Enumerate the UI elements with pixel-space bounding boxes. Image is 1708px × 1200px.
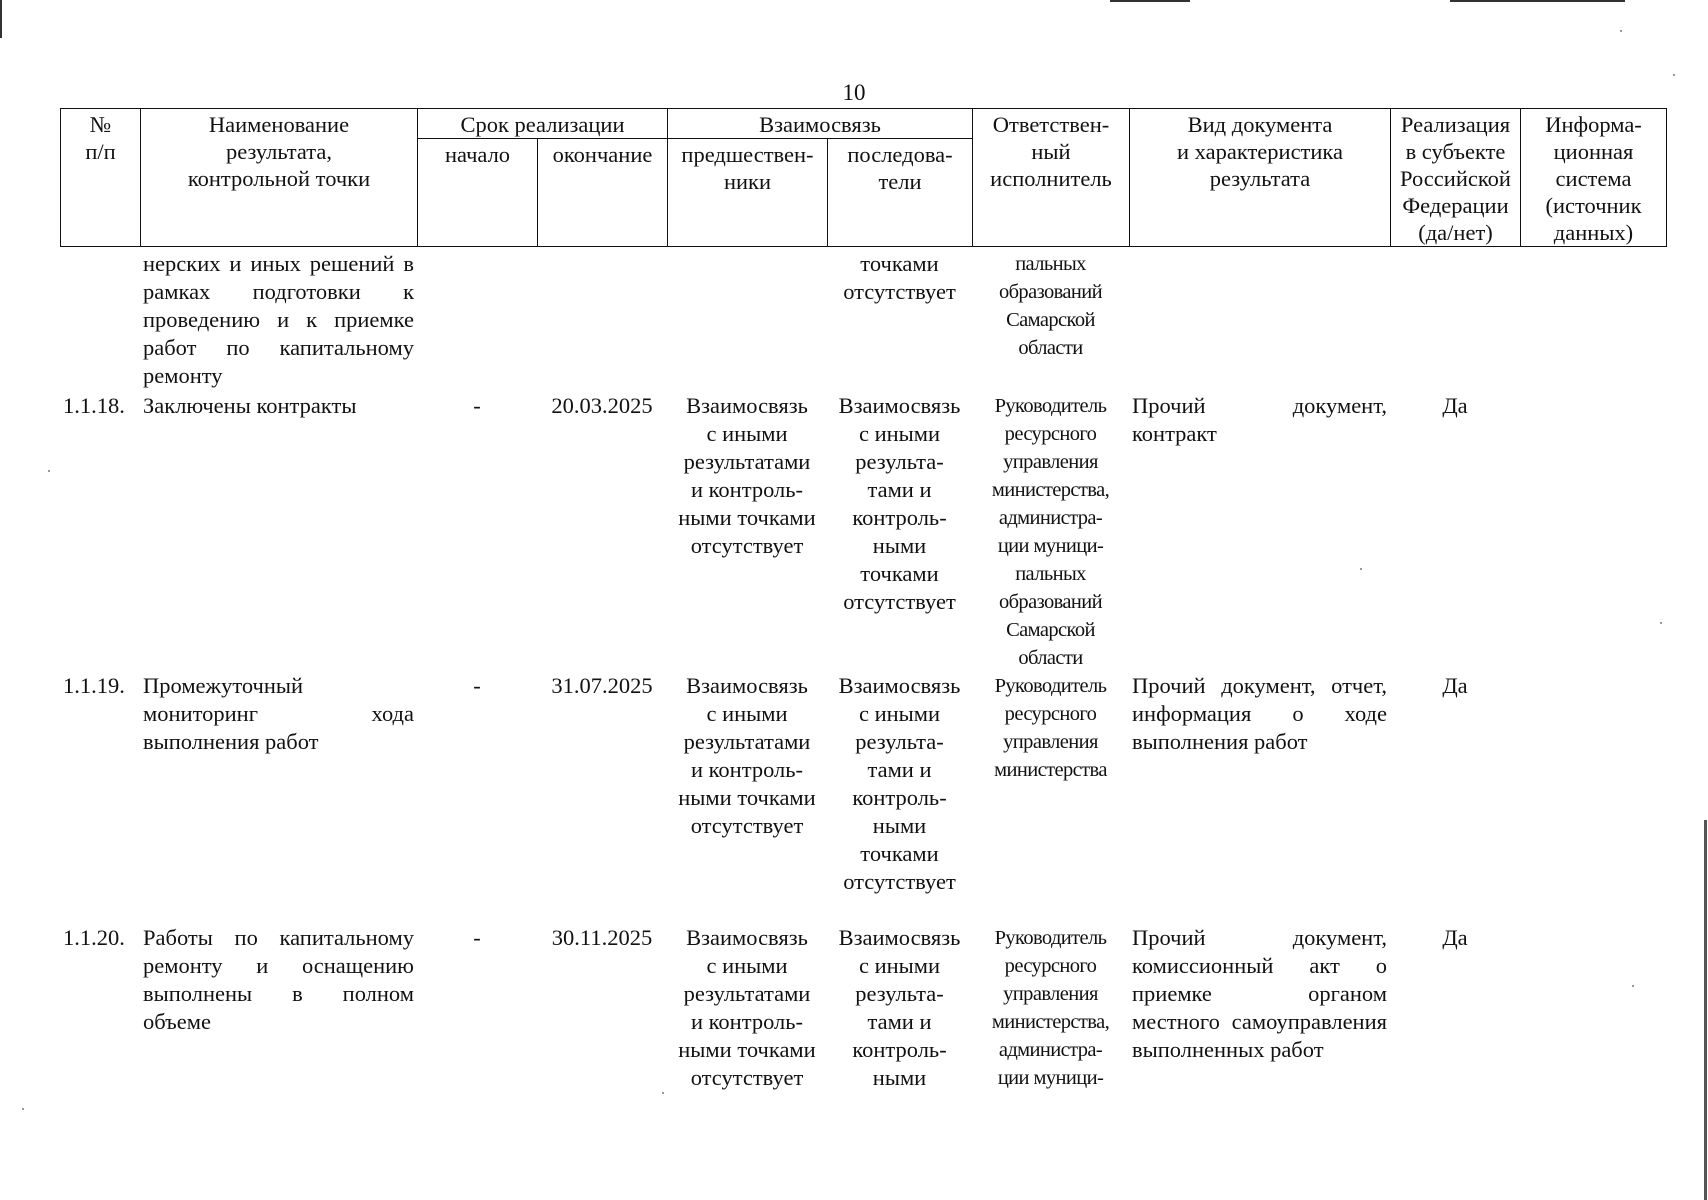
row-pred (667, 672, 827, 924)
text-line: (источник (1545, 193, 1642, 218)
scan-speck (1360, 568, 1362, 570)
row-succ (827, 392, 972, 672)
text-line: данных) (1553, 220, 1634, 245)
scan-speck (1620, 30, 1622, 32)
text-line: Взаимосвязь (686, 673, 808, 698)
page-number: 10 (842, 80, 866, 105)
text-line: Ответствен- (992, 112, 1110, 137)
text-line: предшествен- (681, 142, 814, 167)
text-line: ции муници- (997, 1067, 1104, 1089)
text-line: результатами (683, 981, 811, 1006)
table-row-continuation (60, 250, 1666, 392)
text-line: контроль- (852, 785, 947, 810)
row-executor (972, 672, 1129, 924)
right-edge-mark (1704, 820, 1707, 1200)
text-line: пальных (1015, 253, 1086, 275)
left-edge-mark (0, 0, 2, 38)
scan-speck (1632, 985, 1634, 987)
table-row (60, 672, 1666, 924)
header-info (1521, 109, 1667, 247)
table-row (60, 924, 1666, 1104)
continuation-name: нерских и иных решений в рамках подготовки к проведению и к приемке работ по капитальному ремонту (143, 251, 414, 388)
text-line: с иными (858, 421, 941, 446)
row-num: 1.1.19. (63, 673, 125, 698)
row-num: 1.1.18. (63, 393, 125, 418)
text-line: министерства, (991, 479, 1110, 501)
row-end: 30.11.2025 (551, 925, 653, 950)
row-succ (827, 924, 972, 1104)
text-line: области (1018, 647, 1083, 669)
text-line: ными точками (678, 505, 816, 530)
row-doc: Прочий документ, комиссионный акт о приемке органом местного самоуправления выполненных работ (1132, 925, 1387, 1062)
row-end: 31.07.2025 (551, 673, 653, 698)
text-line: точками (860, 251, 939, 276)
top-edge-mark-left (1110, 0, 1190, 2)
text-line: отсутствует (843, 869, 956, 894)
text-line: отсутствует (690, 1065, 804, 1090)
text-line: отсутствует (690, 533, 804, 558)
scan-speck (1660, 622, 1662, 624)
text-line: администра- (998, 507, 1103, 529)
text-line: результата (1209, 166, 1311, 191)
text-line: области (1018, 337, 1083, 359)
text-line: ники (723, 169, 772, 194)
text-line: с иными (706, 953, 788, 978)
text-line: Руководитель (994, 927, 1107, 949)
header-region (1391, 109, 1521, 247)
table-row (60, 392, 1666, 672)
row-num: 1.1.20. (63, 925, 125, 950)
scan-speck (48, 470, 50, 472)
text-line: Взаимосвязь (838, 393, 961, 418)
scan-speck (662, 1092, 664, 1094)
text-line: ными точками (678, 785, 816, 810)
text-line: ный (1031, 139, 1071, 164)
text-line: контрольной точки (187, 166, 371, 191)
row-region: Да (1442, 673, 1468, 698)
text-line: пальных (1015, 563, 1086, 585)
header-link-group: Взаимосвязь (668, 109, 973, 139)
text-line: результата, (225, 139, 333, 164)
text-line: управления (1003, 731, 1098, 753)
row-info (1520, 392, 1666, 672)
text-line: ционная (1553, 139, 1634, 164)
text-line: отсутствует (690, 813, 804, 838)
text-line: Федерации (1402, 193, 1509, 218)
text-line: Наименование (208, 112, 350, 137)
text-line: Руководитель (994, 395, 1107, 417)
row-info (1520, 672, 1666, 924)
text-line: тами и (867, 1009, 932, 1034)
text-line: Российской (1400, 166, 1511, 191)
row-start: - (473, 393, 481, 418)
text-line: результа- (855, 981, 944, 1006)
text-line: результатами (683, 449, 811, 474)
header-term-group: Срок реализации (418, 109, 668, 139)
text-line: ными точками (678, 1037, 816, 1062)
row-executor (972, 924, 1129, 1104)
text-line: ными (872, 1065, 927, 1090)
text-line: ресурсного (1004, 423, 1097, 445)
text-line: министерства (994, 759, 1107, 781)
text-line: министерства, (991, 1011, 1110, 1033)
text-line: контроль- (852, 1037, 947, 1062)
text-line: образований (998, 591, 1103, 613)
text-line: Взаимосвязь (686, 925, 808, 950)
row-name: Заключены контракты (143, 393, 357, 418)
header-name (141, 109, 418, 247)
text-line: Взаимосвязь (686, 393, 808, 418)
text-line: ции муници- (997, 535, 1104, 557)
text-line: управления (1003, 983, 1098, 1005)
text-line: точками (860, 841, 939, 866)
table-body (60, 250, 1666, 1104)
row-name: Промежуточный мониторинг хода выполнения работ (143, 673, 414, 754)
header-link-pred (668, 139, 828, 247)
text-line: тели (878, 169, 922, 194)
text-line: точками (860, 561, 939, 586)
text-line: ресурсного (1004, 703, 1097, 725)
text-line: с иными (706, 701, 788, 726)
header-link-succ (828, 139, 973, 247)
text-line: с иными (858, 953, 941, 978)
text-line: Информа- (1545, 112, 1642, 137)
text-line: Самарской (1006, 309, 1095, 331)
row-start: - (473, 925, 481, 950)
text-line: и контроль- (690, 1009, 804, 1034)
text-line: ными (872, 533, 927, 558)
text-line: (да/нет) (1418, 220, 1493, 245)
text-line: система (1555, 166, 1632, 191)
row-pred (667, 392, 827, 672)
top-edge-mark-right (1450, 0, 1625, 2)
text-line: Взаимосвязь (838, 925, 961, 950)
text-line: результа- (855, 449, 944, 474)
text-line: в субъекте (1405, 139, 1506, 164)
text-line: Взаимосвязь (838, 673, 961, 698)
scan-speck (22, 1108, 24, 1110)
text-line: ными (872, 813, 927, 838)
row-executor (972, 392, 1129, 672)
text-line: Вид документа (1187, 112, 1333, 137)
text-line: и характеристика (1176, 139, 1344, 164)
text-line: ресурсного (1004, 955, 1097, 977)
header-term-end: окончание (538, 139, 668, 247)
row-region: Да (1442, 925, 1468, 950)
header-executor (973, 109, 1130, 247)
text-line: администра- (998, 1039, 1103, 1061)
row-doc: Прочий документ, контракт (1132, 393, 1387, 446)
text-line: п/п (85, 139, 116, 164)
table-header (60, 108, 1667, 247)
header-doc (1130, 109, 1391, 247)
text-line: с иными (706, 421, 788, 446)
text-line: результа- (855, 729, 944, 754)
text-line: тами и (867, 477, 932, 502)
text-line: и контроль- (690, 477, 804, 502)
row-pred (667, 924, 827, 1104)
row-doc: Прочий документ, отчет, информация о ходе выполнения работ (1132, 673, 1387, 754)
text-line: отсутствует (843, 279, 956, 304)
text-line: результатами (683, 729, 811, 754)
text-line: Самарской (1006, 619, 1095, 641)
continuation-succ (827, 250, 972, 392)
header-num (61, 109, 141, 247)
scan-speck (1673, 74, 1675, 76)
text-line: № (89, 112, 112, 137)
continuation-executor (972, 250, 1129, 392)
text-line: управления (1003, 451, 1098, 473)
text-line: Руководитель (994, 675, 1107, 697)
row-name: Работы по капитальному ремонту и оснащению выполнены в полном объеме (143, 925, 414, 1034)
text-line: образований (998, 281, 1103, 303)
text-line: Реализация (1400, 112, 1511, 137)
row-end: 20.03.2025 (551, 393, 653, 418)
text-line: последова- (847, 142, 953, 167)
row-info (1520, 924, 1666, 1104)
row-start: - (473, 673, 481, 698)
text-line: исполнитель (990, 166, 1112, 191)
text-line: контроль- (852, 505, 947, 530)
row-region: Да (1442, 393, 1468, 418)
text-line: с иными (858, 701, 941, 726)
row-succ (827, 672, 972, 924)
text-line: и контроль- (690, 757, 804, 782)
text-line: тами и (867, 757, 932, 782)
header-term-start: начало (418, 139, 538, 247)
text-line: отсутствует (843, 589, 956, 614)
